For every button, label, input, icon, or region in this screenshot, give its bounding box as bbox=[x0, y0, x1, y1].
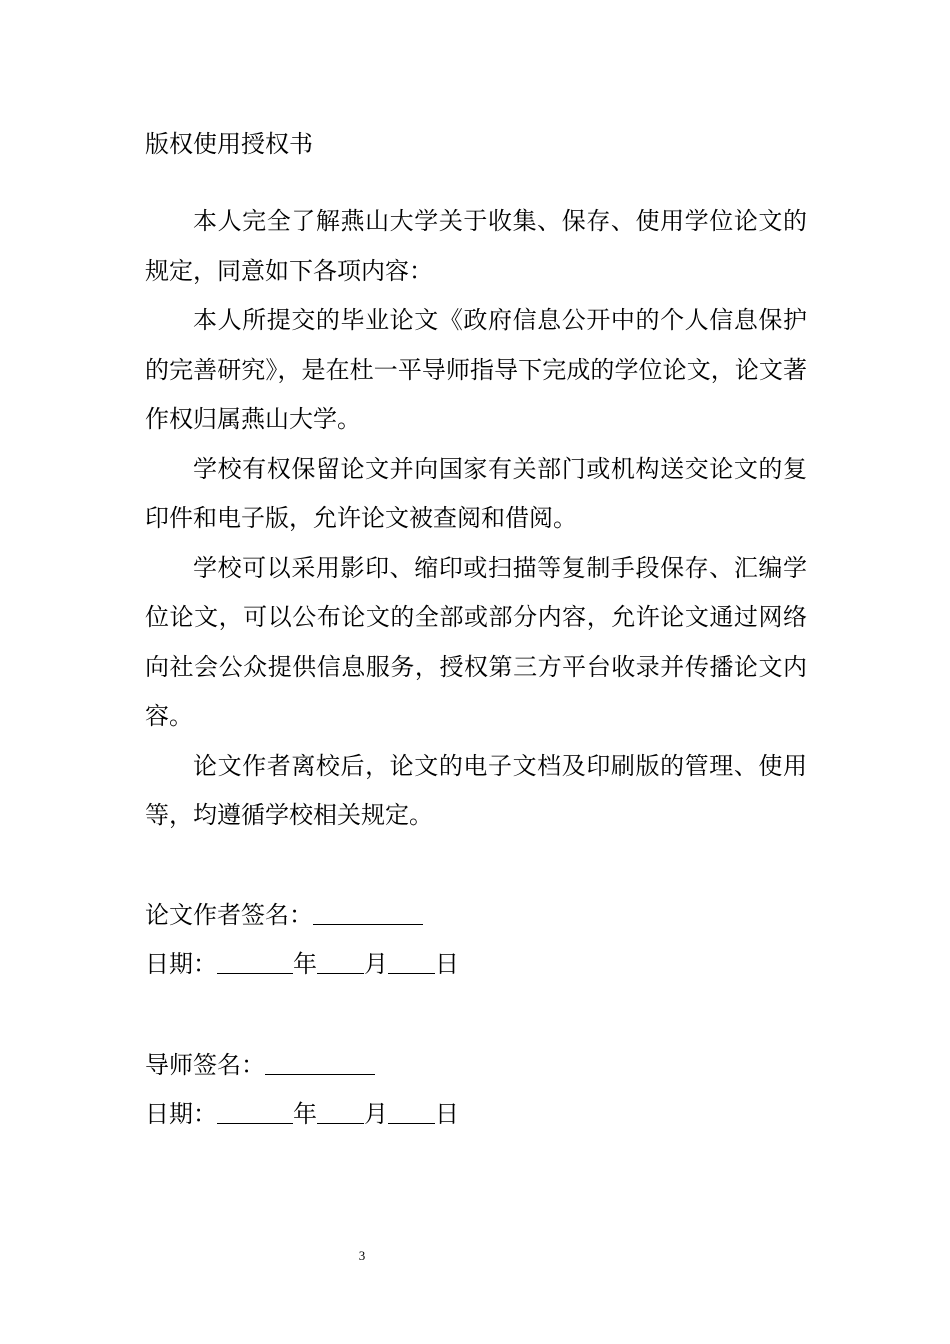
paragraph-thesis-ownership: 本人所提交的毕业论文《政府信息公开中的个人信息保护的完善研究》，是在杜一平导师指导下完成的学位论文，论文著作权归属燕山大学。 bbox=[145, 306, 807, 433]
page-number: 3 bbox=[358, 1248, 366, 1263]
page-title: 版权使用授权书 bbox=[145, 130, 313, 158]
author-year-unit: 年 bbox=[293, 950, 317, 978]
author-signature-blank[interactable] bbox=[313, 900, 423, 925]
author-day-unit: 日 bbox=[435, 950, 459, 978]
paragraph-reproduction-rights: 学校可以采用影印、缩印或扫描等复制手段保存、汇编学位论文，可以公布论文的全部或部分内容，允许论文通过网络向社会公众提供信息服务，授权第三方平台收录并传播论文内容。 bbox=[145, 553, 807, 730]
advisor-month-blank[interactable] bbox=[317, 1099, 364, 1124]
advisor-signature-blank[interactable] bbox=[265, 1050, 375, 1075]
advisor-day-unit: 日 bbox=[435, 1100, 459, 1128]
author-year-blank[interactable] bbox=[217, 949, 293, 974]
author-date-label: 日期： bbox=[145, 950, 217, 978]
advisor-signature-line bbox=[145, 1045, 375, 1085]
advisor-signature-label: 导师签名： bbox=[145, 1051, 265, 1079]
author-month-blank[interactable] bbox=[317, 949, 364, 974]
paragraph-post-graduation: 论文作者离校后，论文的电子文档及印刷版的管理、使用等，均遵循学校相关规定。 bbox=[145, 751, 807, 829]
advisor-year-unit: 年 bbox=[293, 1100, 317, 1128]
author-month-unit: 月 bbox=[364, 950, 388, 978]
author-date-line bbox=[145, 944, 459, 984]
author-signature-label: 论文作者签名： bbox=[145, 901, 313, 929]
author-day-blank[interactable] bbox=[388, 949, 435, 974]
advisor-date-line bbox=[145, 1094, 459, 1134]
authorization-body bbox=[145, 197, 807, 841]
author-signature-line bbox=[145, 895, 423, 935]
advisor-month-unit: 月 bbox=[364, 1100, 388, 1128]
paragraph-understanding: 本人完全了解燕山大学关于收集、保存、使用学位论文的规定，同意如下各项内容： bbox=[145, 207, 807, 285]
advisor-year-blank[interactable] bbox=[217, 1099, 293, 1124]
paragraph-retention-rights: 学校有权保留论文并向国家有关部门或机构送交论文的复印件和电子版，允许论文被查阅和借阅。 bbox=[145, 454, 807, 532]
advisor-day-blank[interactable] bbox=[388, 1099, 435, 1124]
advisor-date-label: 日期： bbox=[145, 1100, 217, 1128]
